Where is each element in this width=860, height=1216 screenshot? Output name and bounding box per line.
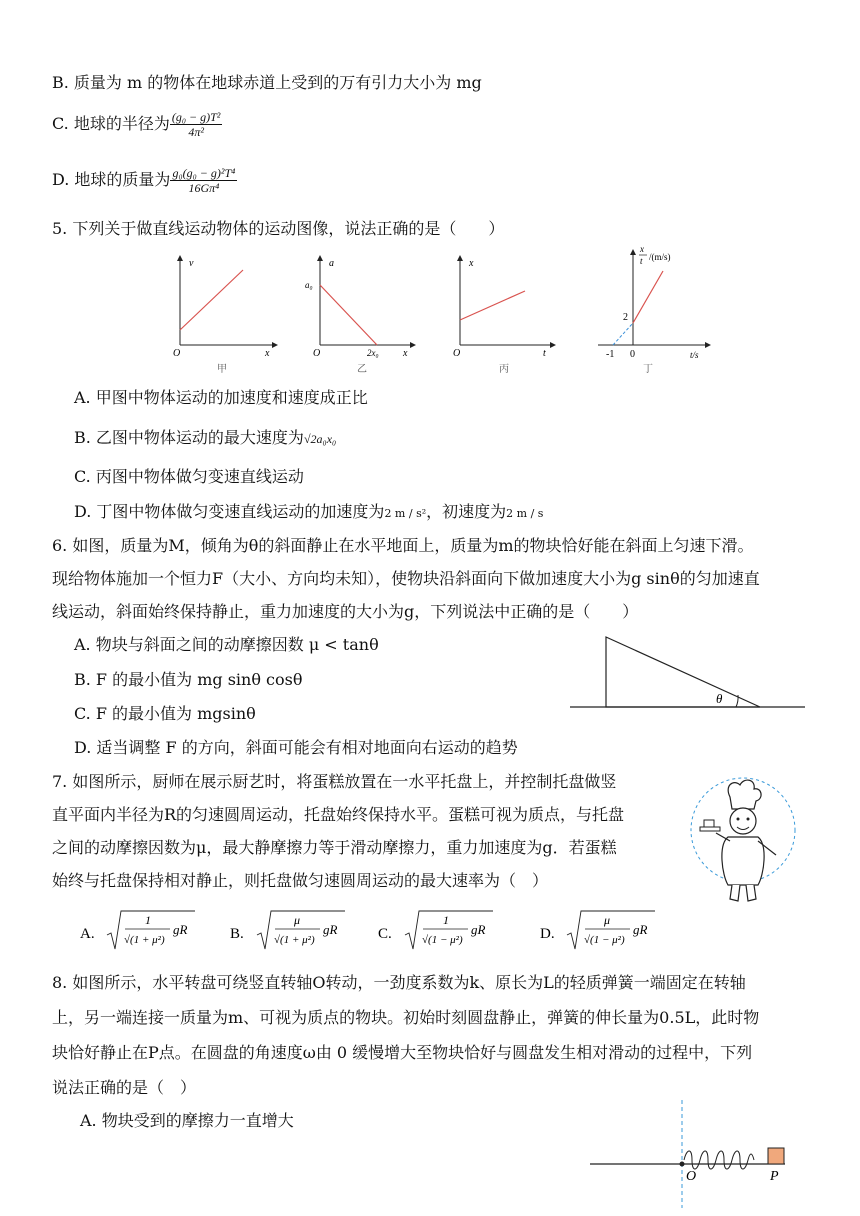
graph-bing — [445, 250, 560, 380]
a0-label: a₀ — [305, 280, 313, 290]
x-axis-label: x — [403, 348, 408, 359]
graph-line — [633, 271, 663, 323]
axis-point — [680, 1162, 685, 1167]
graph-name: 丁 — [643, 364, 653, 375]
graph-name: 甲 — [217, 364, 227, 375]
q6-line-3: 线运动，斜面始终保持静止，重力加速度的大小为g，下列说法中正确的是（ ） — [52, 602, 639, 621]
graph-ding — [598, 238, 713, 380]
gr-term: gR — [633, 922, 648, 937]
q5-option-a: A. 甲图中物体运动的加速度和速度成正比 — [74, 388, 368, 407]
label-o: O — [686, 1169, 697, 1184]
q6-option-c: C. F 的最小值为 mgsinθ — [74, 704, 256, 723]
option-label: B. — [230, 926, 244, 942]
x-axis-label: t/s — [690, 350, 699, 360]
q6-option-d: D. 适当调整 F 的方向，斜面可能会有相对地面向右运动的趋势 — [74, 738, 518, 757]
q5-option-b — [74, 427, 336, 450]
y-axis-label: a — [329, 258, 334, 269]
q7-line-2: 直平面内半径为R的匀速圆周运动，托盘始终保持水平。蛋糕可视为质点，与托盘 — [52, 805, 625, 824]
q7-line-1: 7. 如图所示，厨师在展示厨艺时，将蛋糕放置在一水平托盘上，并控制托盘做竖 — [52, 772, 617, 791]
fraction-denominator: √(1 − μ²) — [584, 934, 625, 946]
q5-option-c: C. 丙图中物体做匀变速直线运动 — [74, 467, 304, 486]
chef-legs — [730, 885, 756, 901]
fraction-denominator: √(1 − μ²) — [422, 934, 463, 946]
q4-option-b: B. 质量为 m 的物体在地球赤道上受到的万有引力大小为 mg — [52, 73, 482, 92]
label-p: P — [770, 1169, 779, 1184]
fraction-numerator: g₀(g₀ − g)²T⁴ — [172, 166, 236, 180]
q7-option-c — [378, 911, 493, 949]
graph-jia — [165, 250, 285, 380]
option-label: D. — [540, 926, 555, 942]
chef-illustration — [688, 775, 798, 910]
extension-line — [613, 323, 633, 345]
fraction-numerator: μ — [604, 913, 611, 927]
fraction-denominator: 4π² — [188, 125, 204, 139]
option-label: C. — [378, 926, 392, 942]
q8-option-a: A. 物块受到的摩擦力一直增大 — [80, 1111, 294, 1130]
q4-option-c-label: C. 地球的半径为 — [52, 114, 170, 133]
turntable-diagram — [590, 1098, 805, 1210]
q4-option-d-label: D. 地球的质量为 — [52, 170, 171, 189]
gr-term: gR — [323, 922, 338, 937]
graph-yi — [305, 250, 420, 380]
y-axis-label: x — [469, 258, 474, 269]
y-axis-label: v — [189, 258, 194, 269]
q6-option-b: B. F 的最小值为 mg sinθ cosθ — [74, 670, 303, 689]
q7-options — [75, 905, 675, 953]
q7-option-b — [230, 911, 345, 949]
chef-hat-icon — [728, 780, 761, 809]
fraction-denominator: √(1 + μ²) — [124, 934, 165, 946]
y-axis-unit: /(m/s) — [649, 252, 671, 262]
option-label: A. — [80, 926, 95, 942]
block-icon — [768, 1148, 784, 1164]
gr-term: gR — [173, 922, 188, 937]
chef-body — [722, 837, 764, 885]
gr-term: gR — [471, 922, 486, 937]
fraction-denominator: √(1 + μ²) — [274, 934, 315, 946]
q8-line-3: 块恰好静止在P点。在圆盘的角速度ω由 0 缓慢增大至物块恰好与圆盘发生相对滑动的过程中，下列 — [52, 1043, 753, 1062]
sqrt-expression: √2a₀x₀ — [303, 432, 337, 446]
initial-velocity-value: 2 m / s — [506, 507, 544, 520]
fraction-denominator: 16Gπ⁴ — [188, 181, 220, 195]
fraction-numerator: μ — [294, 913, 301, 927]
q4-option-d — [52, 166, 237, 195]
spring-icon — [684, 1151, 754, 1169]
origin-label: O — [453, 348, 461, 359]
theta-label: θ — [716, 691, 723, 706]
origin-label: O — [313, 348, 321, 359]
q8-line-4: 说法正确的是（ ） — [52, 1078, 197, 1097]
origin-label: 0 — [630, 349, 635, 360]
intercept-label: 2 — [623, 312, 628, 323]
y-axis-denominator: t — [640, 256, 643, 266]
x-axis-label: t — [543, 348, 546, 359]
option-text-mid: ，初速度为 — [426, 502, 507, 521]
option-text: B. 乙图中物体运动的最大速度为 — [74, 428, 304, 447]
tray-icon — [700, 827, 720, 831]
chef-head — [730, 808, 756, 834]
2x0-label: 2x₀ — [367, 348, 379, 358]
q4-option-c — [52, 110, 222, 139]
x-axis-label: x — [265, 348, 270, 359]
y-axis-numerator: x — [640, 244, 644, 254]
q5-stem: 5. 下列关于做直线运动物体的运动图像，说法正确的是（ ） — [52, 219, 505, 238]
q7-option-d — [540, 911, 655, 949]
graph-line — [180, 270, 243, 330]
q7-option-a — [80, 911, 195, 949]
cake-icon — [704, 820, 714, 827]
fraction-numerator: 1 — [443, 913, 449, 927]
fraction-numerator: 1 — [145, 913, 151, 927]
eye-icon — [737, 818, 740, 821]
graph-line — [460, 291, 525, 320]
q7-line-3: 之间的动摩擦因数为μ，最大静摩擦力等于滑动摩擦力，重力加速度为g．若蛋糕 — [52, 838, 617, 857]
incline-triangle — [606, 637, 760, 707]
graph-name: 丙 — [499, 364, 509, 375]
q4-option-c-fraction — [170, 110, 223, 139]
q8-line-1: 8. 如图所示，水平转盘可绕竖直转轴O转动，一劲度系数为k、原长为L的轻质弹簧一端固定在转轴 — [52, 973, 746, 992]
q6-line-1: 6. 如图，质量为M，倾角为θ的斜面静止在水平地面上，质量为m的物块恰好能在斜面上匀速下滑。 — [52, 536, 754, 555]
neg-one-label: -1 — [606, 349, 615, 360]
q5-option-d — [74, 501, 543, 525]
graph-name: 乙 — [357, 364, 367, 375]
q7-line-4: 始终与托盘保持相对静止，则托盘做匀速圆周运动的最大速率为（ ） — [52, 871, 549, 890]
acceleration-value: 2 m / s² — [384, 507, 427, 520]
origin-label: O — [173, 348, 181, 359]
fraction-numerator: (g₀ − g)T² — [171, 110, 221, 124]
graph-line — [320, 285, 377, 345]
incline-diagram — [570, 632, 810, 712]
q6-option-a: A. 物块与斜面之间的动摩擦因数 μ < tanθ — [74, 635, 379, 654]
option-text: D. 丁图中物体做匀变速直线运动的加速度为 — [74, 502, 385, 521]
eye-icon — [747, 818, 750, 821]
q6-line-2: 现给物体施加一个恒力F（大小、方向均未知），使物块沿斜面向下做加速度大小为g sinθ的匀加速直 — [52, 569, 760, 588]
q4-option-d-fraction — [170, 166, 237, 195]
q8-line-2: 上，另一端连接一质量为m、可视为质点的物块。初始时刻圆盘静止，弹簧的伸长量为0.5L，此时物 — [52, 1008, 760, 1027]
